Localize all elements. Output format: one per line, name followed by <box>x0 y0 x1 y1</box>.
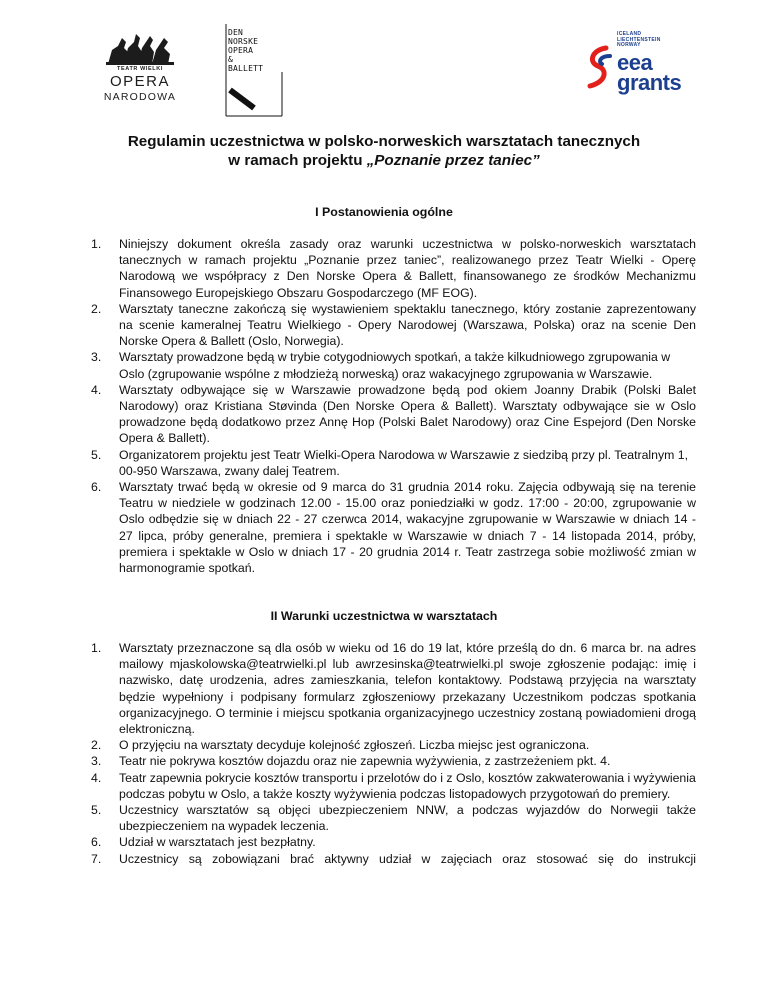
list-item: 3. Warsztaty prowadzone będą w trybie cotygodniowych spotkań, a także kilkudniowego zgrupowania w Oslo (zgrupowanie wspólne z młodzieżą norweską) oraz wakacyjnego zgrupowania w Warszawie. <box>91 350 671 381</box>
list-item: 3. Teatr nie pokrywa kosztów dojazdu oraz nie zapewnia wyżywienia, z zastrzeżeniem pkt. 4. <box>91 754 611 769</box>
dnob-line-3: OPERA <box>228 46 254 55</box>
section-2-list <box>91 640 696 867</box>
section-1-list <box>91 236 696 576</box>
subtitle-prefix: w ramach projektu <box>228 152 367 169</box>
list-item: 5. Uczestnicy warsztatów są objęci ubezpieczeniem NNW, a podczas wyjazdów do Norwegii także ubezpieczeniem na wypadek leczenia. <box>91 803 696 834</box>
list-item: 1. Niniejszy dokument określa zasady oraz warunki uczestnictwa w polsko-norweskich warsztatach tanecznych w ramach projektu „Poznanie przez taniec”, realizowanego przez Teatr Wielki - Operę Narodową we współpracy z Den Norske Opera & Ballett, finansowanego ze środków Mechanizmu Finansowego Europejskiego Obszaru Gospodarczego (MF EOG). <box>91 237 696 300</box>
opera-logo-line1: TEATR WIELKI <box>117 66 163 72</box>
logo-header <box>0 0 768 120</box>
eea-grants-logo <box>584 32 694 102</box>
list-item: 1. Warsztaty przeznaczone są dla osób w wieku od 16 do 19 lat, które prześlą do dn. 6 marca br. na adres mailowy mjaskolowska@teatrwielki.pl lub awrzesinska@teatrwielki.pl swoje zgłoszenie podając: imię i nazwisko, datę urodzenia, adres zamieszkania, telefon kontaktowy. Podstawą przyjęcia na warsztaty będzie wypełniony i podpisany formularz zgłoszeniowy przekazany Uczestnikom podczas spotkania organizacyjnego. O terminie i miejscu spotkania organizacyjnego uczestnicy zostaną powiadomieni drogą elektroniczną. <box>91 641 696 737</box>
den-norske-opera-logo <box>218 20 288 120</box>
section-1-heading: I Postanowienia ogólne <box>315 205 453 219</box>
eea-country-2: LIECHTENSTEIN <box>617 36 661 43</box>
dnob-line-2: NORSKE <box>228 37 259 46</box>
list-item: 2. O przyjęciu na warsztaty decyduje kolejność zgłoszeń. Liczba miejsc jest ograniczona. <box>91 738 590 753</box>
eea-country-3: NORWAY <box>617 42 641 48</box>
list-item: 6. Warsztaty trwać będą w okresie od 9 marca do 31 grudnia 2014 roku. Zajęcia odbywają się na terenie Teatru w niedziele w godzinach 12.00 - 15.00 oraz poniedziałki w godz. 17:00 - 20:00, zgrupowanie w Oslo odbędzie się w dniach 22 - 27 czerwca 2014, wakacyjne zgrupowanie w Warszawie w dniach 14 - 27 lipca, próby generalne, premiera i spektakle w Warszawie w dniach 7 - 14 listopada 2014, próby, premiera i spektakle w Oslo w dniach 17 - 20 grudnia 2014 r. Teatr zastrzega sobie możliwość zmian w harmonogramie spotkań. <box>91 480 696 576</box>
list-item: 5. Organizatorem projektu jest Teatr Wielki-Opera Narodowa w Warszawie z siedzibą przy pl. Teatralnym 1, 00-950 Warszawa, zwany dalej Teatrem. <box>91 447 689 478</box>
dnob-line-5: BALLETT <box>228 64 264 73</box>
eea-swirl-icon <box>584 42 614 92</box>
dnob-line-4: & <box>228 55 234 64</box>
list-item: 7. Uczestnicy są zobowiązani brać aktywny udział w zajęciach oraz stosować się do instrukcji <box>91 851 696 866</box>
project-name: „Poznanie przez taniec” <box>366 152 540 169</box>
opera-narodowa-logo <box>98 30 182 104</box>
list-item: 2. Warsztaty taneczne zakończą się wystawieniem spektaklu tanecznego, który zostanie zaprezentowany na scenie kameralnej Teatru Wielkiego - Opery Narodowej (Warszawa, Polska) oraz na scenie Den Norske Opera & Ballett (Oslo, Norwegia). <box>91 301 696 349</box>
dnob-line-1: DEN <box>228 28 244 37</box>
document-subtitle <box>0 151 768 170</box>
opera-logo-line3: NARODOWA <box>103 91 177 103</box>
opera-logo-line2: OPERA <box>109 73 170 90</box>
quadriga-icon <box>98 30 182 66</box>
list-item: 4. Warsztaty odbywające się w Warszawie prowadzone będą pod okiem Joanny Drabik (Polski Balet Narodowy) oraz Kristiana Støvinda (Den Norske Opera & Ballett). Warsztaty odbywające sie w Oslo prowadzone będą dodatkowo przez Annę Hop (Polski Balet Narodowy) oraz Cine Espejord (Den Norske Opera & Ballett). <box>91 382 696 446</box>
eea-country-1: ICELAND <box>617 31 642 37</box>
list-item: 6. Udział w warsztatach jest bezpłatny. <box>91 835 316 850</box>
section-2-heading: II Warunki uczestnictwa w warsztatach <box>270 609 498 623</box>
list-item: 4. Teatr zapewnia pokrycie kosztów transportu i przelotów do i z Oslo, kosztów zakwaterowania i wyżywienia podczas pobytu w Oslo, a także koszty wyżywienia podczas listopadowych przygotowań do premiery. <box>91 770 696 801</box>
grants-word: grants <box>617 70 682 95</box>
document-title: Regulamin uczestnictwa w polsko-norweskich warsztatach tanecznych <box>127 133 641 150</box>
eea-word: eea <box>617 50 653 75</box>
